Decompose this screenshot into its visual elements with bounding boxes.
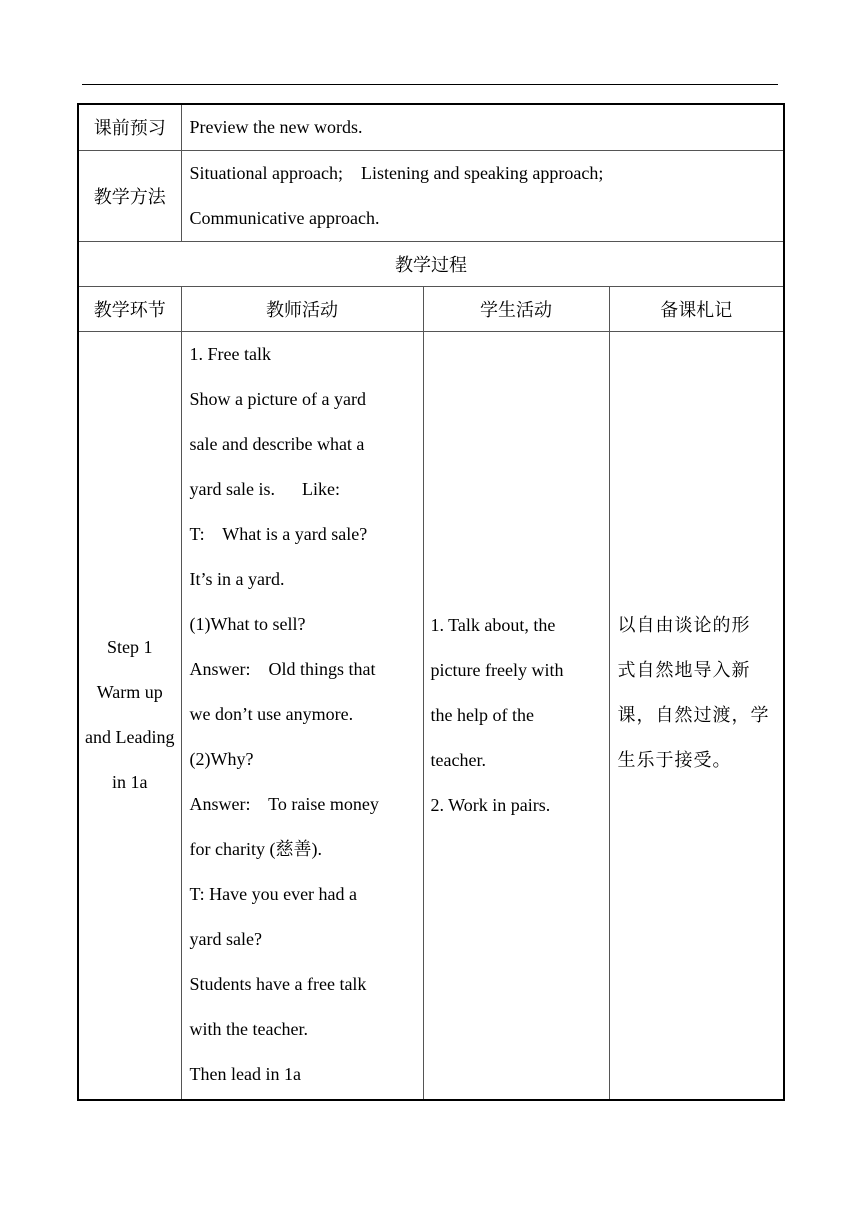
teacher-line: with the teacher. bbox=[189, 1018, 308, 1039]
student-line: the help of the bbox=[430, 704, 534, 725]
teacher-line: T: What is a yard sale? bbox=[189, 523, 368, 544]
stage-line: Warm up bbox=[96, 682, 163, 703]
methods-line-2: Communicative approach. bbox=[189, 207, 380, 228]
methods-cell bbox=[181, 150, 784, 241]
teacher-line: (1)What to sell? bbox=[189, 613, 306, 634]
notes-line: 生乐于接受。 bbox=[617, 749, 732, 771]
column-header-teacher: 教师活动 bbox=[181, 286, 423, 331]
step1-stage-cell bbox=[78, 331, 181, 1100]
teacher-line: (2)Why? bbox=[189, 748, 254, 769]
header-rule bbox=[82, 84, 778, 85]
step1-notes-cell bbox=[609, 331, 784, 1100]
methods-label: 教学方法 bbox=[78, 150, 181, 241]
teacher-line: Answer: Old things that bbox=[189, 658, 376, 679]
stage-line: in 1a bbox=[112, 772, 148, 793]
preview-text: Preview the new words. bbox=[181, 104, 784, 150]
notes-line: 课，自然过渡，学 bbox=[617, 704, 770, 726]
teacher-line: Students have a free talk bbox=[189, 973, 367, 994]
step1-teacher-cell bbox=[181, 331, 423, 1100]
step1-student-cell bbox=[423, 331, 609, 1100]
stage-line: and Leading bbox=[85, 727, 175, 748]
stage-line: Step 1 bbox=[106, 637, 153, 658]
process-title: 教学过程 bbox=[78, 241, 784, 286]
notes-line: 式自然地导入新 bbox=[617, 659, 751, 681]
methods-row bbox=[78, 150, 784, 241]
student-line: picture freely with bbox=[430, 659, 564, 680]
step1-row bbox=[78, 331, 784, 1100]
teacher-line: It’s in a yard. bbox=[189, 568, 285, 589]
teacher-line: Answer: To raise money bbox=[189, 793, 379, 814]
teacher-line: Show a picture of a yard bbox=[189, 388, 366, 409]
student-line: teacher. bbox=[430, 749, 486, 770]
column-header-row bbox=[78, 286, 784, 331]
student-line: 2. Work in pairs. bbox=[430, 794, 551, 815]
column-header-stage: 教学环节 bbox=[78, 286, 181, 331]
teacher-line: for charity (慈善). bbox=[189, 838, 322, 859]
teacher-line: T: Have you ever had a bbox=[189, 883, 358, 904]
lesson-plan-table bbox=[77, 103, 785, 1101]
column-header-student: 学生活动 bbox=[423, 286, 609, 331]
preview-row bbox=[78, 104, 784, 150]
teacher-line: yard sale is. Like: bbox=[189, 478, 340, 499]
preview-label: 课前预习 bbox=[78, 104, 181, 150]
teacher-line: yard sale? bbox=[189, 928, 262, 949]
column-header-notes: 备课札记 bbox=[609, 286, 784, 331]
methods-line-1: Situational approach; Listening and speaking approach; bbox=[189, 162, 604, 183]
notes-line: 以自由谈论的形 bbox=[617, 614, 751, 636]
student-line: 1. Talk about, the bbox=[430, 614, 556, 635]
process-title-row bbox=[78, 241, 784, 286]
teacher-line: we don’t use anymore. bbox=[189, 703, 354, 724]
teacher-line: sale and describe what a bbox=[189, 433, 365, 454]
teacher-line: Then lead in 1a bbox=[189, 1063, 301, 1084]
teacher-line: 1. Free talk bbox=[189, 343, 271, 364]
